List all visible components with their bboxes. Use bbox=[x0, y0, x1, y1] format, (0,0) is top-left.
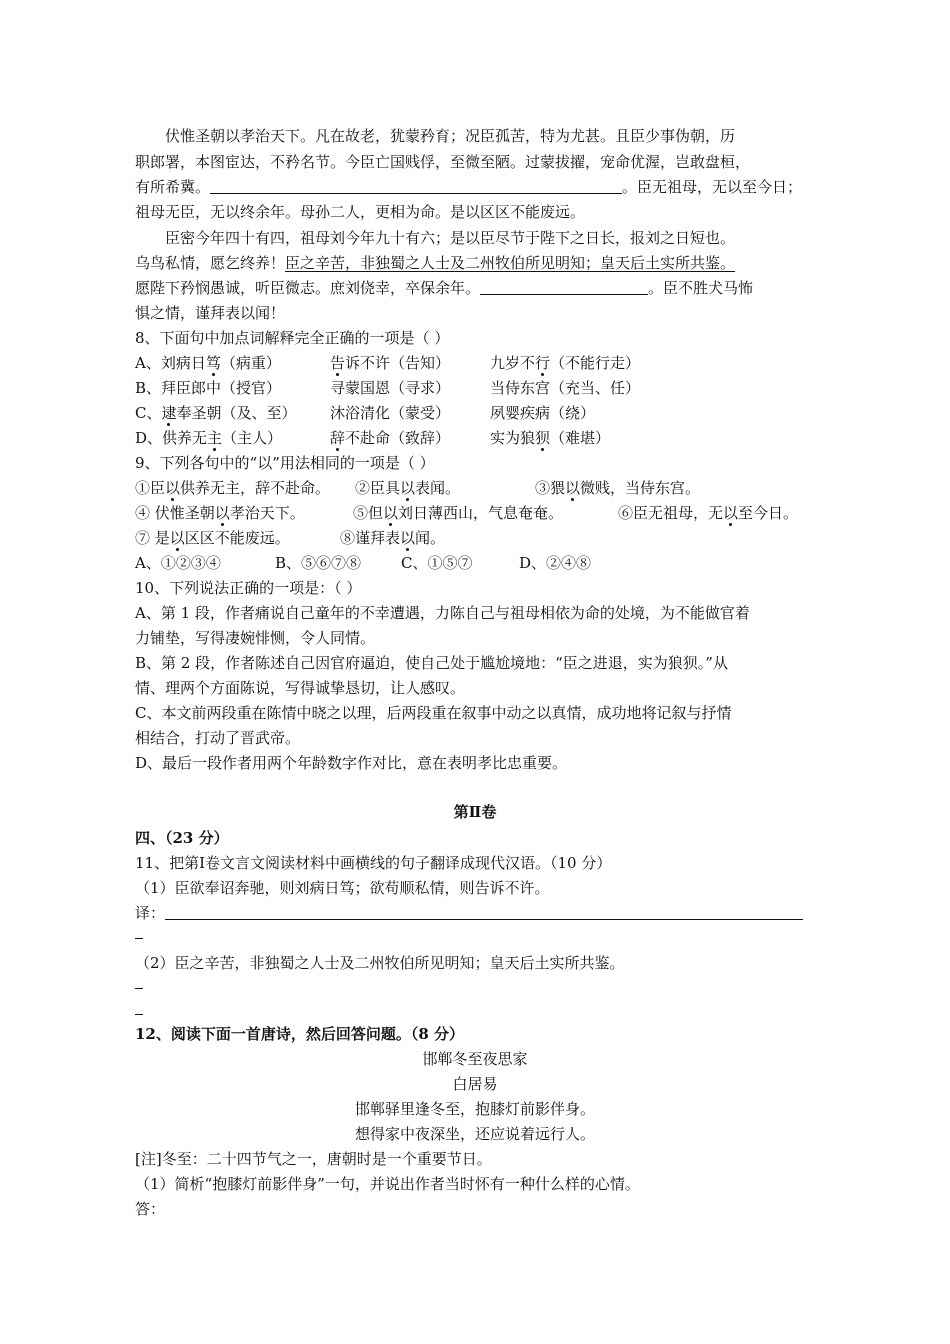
option-text: （病重） bbox=[220, 354, 281, 372]
poem-title: 邯郸冬至夜思家 bbox=[422, 1050, 528, 1068]
question-9-row bbox=[135, 501, 825, 526]
question-9-options bbox=[135, 551, 825, 576]
passage-text: 有所希冀。 bbox=[135, 178, 211, 196]
option-text: ③猥 bbox=[535, 479, 566, 497]
question-9-row bbox=[135, 476, 825, 501]
question-12-1: （1）简析“抱膝灯前影伴身”一句，并说出作者当时怀有一种什么样的心情。 bbox=[135, 1175, 640, 1193]
option-text: （不能行走） bbox=[550, 354, 641, 372]
question-10-option-a: A、第 1 段，作者痛说自己童年的不幸遭遇，力陈自己与祖母相依为命的处境，为不能做官着 bbox=[135, 604, 750, 622]
poem-line: 想得家中夜深坐，还应说着远行人。 bbox=[354, 1125, 595, 1143]
answer-line-stub[interactable] bbox=[135, 1014, 143, 1015]
poem-line: 邯郸驿里逢冬至，抱膝灯前影伴身。 bbox=[354, 1100, 595, 1118]
answer-line-stub[interactable] bbox=[135, 938, 143, 939]
dotted-char: 主 bbox=[207, 429, 223, 447]
passage-line bbox=[135, 276, 825, 301]
poem-author: 白居易 bbox=[452, 1075, 498, 1093]
option-text: （难堪） bbox=[550, 429, 611, 447]
dotted-char: 以 bbox=[723, 504, 739, 522]
passage-line bbox=[135, 175, 825, 200]
passage-line: 祖母无臣，无以终余年。母孙二人，更相为命。是以区区不能废远。 bbox=[135, 203, 586, 221]
option-text: 至今日。 bbox=[738, 504, 799, 522]
dotted-char: 以 bbox=[400, 529, 416, 547]
question-11-1: （1）臣欲奉诏奔驰，则刘病日笃；欲苟顺私情，则告诉不许。 bbox=[135, 879, 550, 897]
question-10-option-b-cont: 情、理两个方面陈说，写得诚挚恳切，让人感叹。 bbox=[135, 679, 466, 697]
option-text: 沐浴清化（蒙受） bbox=[330, 404, 451, 422]
option-text: 奉圣朝（及、至） bbox=[176, 404, 297, 422]
question-8-stem: 8、下面句中加点词解释完全正确的一项是（ ） bbox=[135, 329, 450, 347]
translate-label: 译： bbox=[135, 904, 166, 922]
question-10-option-a-cont: 力铺垫，写得凄婉悱恻，令人同情。 bbox=[135, 629, 376, 647]
dotted-char: 辞 bbox=[330, 429, 346, 447]
question-12-stem: 12、阅读下面一首唐诗，然后回答问题。（8 分） bbox=[135, 1025, 465, 1043]
translation-answer-line[interactable] bbox=[165, 904, 803, 920]
dotted-char: 以 bbox=[400, 479, 416, 497]
fill-blank[interactable] bbox=[210, 178, 622, 194]
dotted-char: 狈 bbox=[535, 429, 551, 447]
option-text: ④ 伏惟圣朝 bbox=[135, 504, 215, 522]
option-text: ⑦ 是 bbox=[135, 529, 170, 547]
option-text: （主人） bbox=[222, 429, 283, 447]
question-9-stem: 9、下列各句中的“以”用法相同的一项是（ ） bbox=[135, 454, 435, 472]
passage-line: 惧之情，谨拜表以闻！ bbox=[135, 304, 286, 322]
poem-note: [注]冬至：二十四节气之一，唐朝时是一个重要节日。 bbox=[135, 1150, 492, 1168]
option-text: 实为狼 bbox=[490, 429, 536, 447]
dotted-char: 以 bbox=[565, 479, 581, 497]
question-10-option-c-cont: 相结合，打动了晋武帝。 bbox=[135, 729, 301, 747]
section-4-heading: 四、（23 分） bbox=[135, 829, 229, 847]
choice-d[interactable]: D、②④⑧ bbox=[519, 554, 592, 572]
option-text: 诉不许（告知） bbox=[345, 354, 451, 372]
dotted-char: 以 bbox=[383, 504, 399, 522]
option-text: A、刘病日 bbox=[135, 354, 206, 372]
dotted-char: 笃 bbox=[205, 354, 221, 372]
passage-text: 乌鸟私情，愿乞终养！ bbox=[135, 254, 286, 272]
option-text: 夙婴疾病（绕） bbox=[490, 404, 596, 422]
option-text: ⑧谨拜表 bbox=[340, 529, 401, 547]
option-text: 区区不能废远。 bbox=[184, 529, 290, 547]
option-text: 微贱，当侍东宫。 bbox=[580, 479, 701, 497]
option-text: C、 bbox=[135, 404, 162, 422]
option-text: 表闻。 bbox=[415, 479, 461, 497]
option-text: B、拜臣郎中（授官） bbox=[135, 379, 282, 397]
option-text: 当侍东宫（充当、任） bbox=[490, 379, 641, 397]
passage-line: 伏惟圣朝以孝治天下。凡在故老，犹蒙矜育；况臣孤苦，特为尤甚。且臣少事伪朝，历 bbox=[165, 127, 736, 145]
option-text: 不赴命（致辞） bbox=[345, 429, 451, 447]
passage-text: 。臣无祖母，无以至今日； bbox=[622, 178, 803, 196]
option-text: 孝治天下。 bbox=[229, 504, 305, 522]
question-9-row bbox=[135, 526, 825, 551]
option-text: 闻。 bbox=[415, 529, 446, 547]
dotted-char: 以 bbox=[169, 529, 185, 547]
passage-line: 职郎署，本图宦达，不矜名节。今臣亡国贱俘，至微至陋。过蒙拔擢，宠命优渥，岂敢盘桓， bbox=[135, 153, 751, 171]
option-text: ⑤但 bbox=[353, 504, 384, 522]
question-10-option-c: C、本文前两段重在陈情中晓之以理，后两段重在叙事中动之以真情，成功地将记叙与抒情 bbox=[135, 704, 732, 722]
passage-line: 臣密今年四十有四，祖母刘今年九十有六；是以臣尽节于陛下之日长，报刘之日短也。 bbox=[165, 229, 736, 247]
fill-blank[interactable] bbox=[480, 279, 648, 295]
question-8-option-b bbox=[135, 376, 825, 401]
dotted-char: 以 bbox=[214, 504, 230, 522]
choice-a[interactable]: A、①②③④ bbox=[135, 554, 221, 572]
option-text: 刘日薄西山，气息奄奄。 bbox=[398, 504, 564, 522]
dotted-char: 告 bbox=[330, 354, 346, 372]
dotted-char: 以 bbox=[165, 479, 181, 497]
question-8-option-d bbox=[135, 426, 825, 451]
answer-label[interactable]: 答： bbox=[135, 1200, 166, 1218]
choice-c[interactable]: C、①⑤⑦ bbox=[401, 554, 473, 572]
dotted-char: 逮 bbox=[161, 404, 177, 422]
question-10-stem: 10、下列说法正确的一项是：（ ） bbox=[135, 579, 362, 597]
dotted-char: 行 bbox=[535, 354, 551, 372]
option-text: D、供养无 bbox=[135, 429, 208, 447]
question-8-option-c bbox=[135, 401, 825, 426]
underlined-sentence: 臣之辛苦，非独蜀之人士及二州牧伯所见明知；皇天后土实所共鉴。 bbox=[285, 254, 736, 272]
option-text: ①臣 bbox=[135, 479, 166, 497]
answer-line-stub[interactable] bbox=[135, 988, 143, 989]
passage-text: 愿陛下矜悯愚诚，听臣微志。庶刘侥幸，卒保余年。 bbox=[135, 279, 481, 297]
question-8-option-a bbox=[135, 351, 825, 376]
part-2-title: 第Ⅱ卷 bbox=[453, 803, 497, 821]
translation-row bbox=[135, 901, 825, 926]
option-text: ⑥臣无祖母，无 bbox=[618, 504, 724, 522]
passage-text: 。臣不胜犬马怖 bbox=[648, 279, 754, 297]
passage-line bbox=[135, 251, 825, 276]
question-10-option-d: D、最后一段作者用两个年龄数字作对比，意在表明孝比忠重要。 bbox=[135, 754, 568, 772]
option-text: 供养无主，辞不赴命。 bbox=[180, 479, 331, 497]
question-11-2: （2）臣之辛苦，非独蜀之人士及二州牧伯所见明知；皇天后土实所共鉴。 bbox=[135, 954, 625, 972]
question-11-stem: 11、把第Ⅰ卷文言文阅读材料中画横线的句子翻译成现代汉语。（10 分） bbox=[135, 854, 612, 872]
option-text: 寻蒙国恩（寻求） bbox=[330, 379, 451, 397]
choice-b[interactable]: B、⑤⑥⑦⑧ bbox=[275, 554, 362, 572]
option-text: ②臣具 bbox=[355, 479, 401, 497]
option-text: 九岁不 bbox=[490, 354, 536, 372]
question-10-option-b: B、第 2 段，作者陈述自己因官府逼迫，使自己处于尴尬境地：“臣之进退，实为狼狈。”从 bbox=[135, 654, 728, 672]
